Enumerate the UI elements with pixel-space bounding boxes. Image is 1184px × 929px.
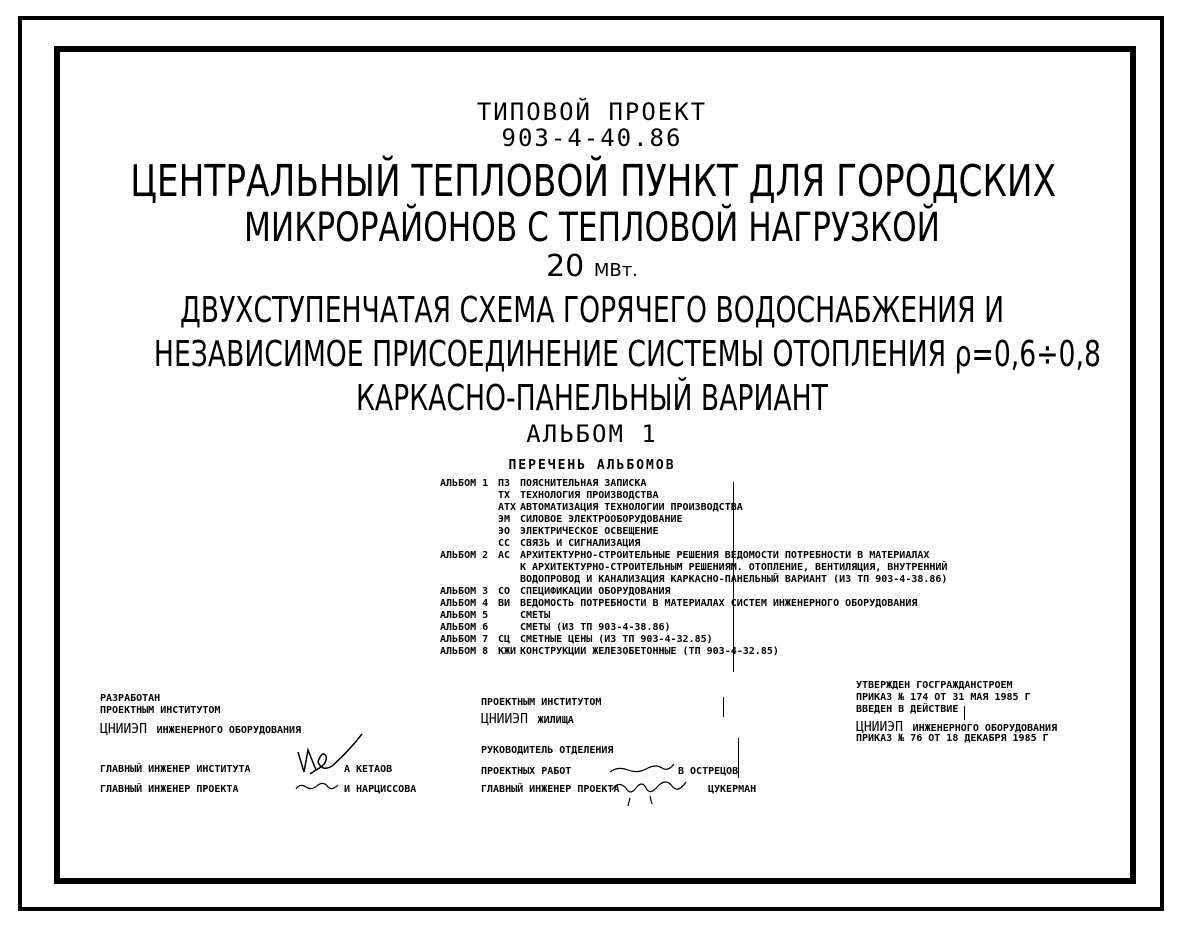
order2: ПРИКАЗ № 76 ОТ 18 ДЕКАБРЯ 1985 Г [856,733,1049,744]
album-number: АЛЬБОМ 1 [526,420,658,448]
album-row-album: АЛЬБОМ 5 [440,610,489,621]
album-row-code: ЭМ [498,514,511,525]
album-row [440,502,743,514]
approved-label: УТВЕРЖДЕН ГОСГРАЖДАНСТРОЕМ [856,680,1013,691]
album-row-album: АЛЬБОМ 8 [440,646,489,657]
project-number: 903-4-40.86 [501,124,683,152]
left-institute-desc: ИНЖЕНЕРНОГО ОБОРУДОВАНИЯ [156,725,302,736]
album-row [440,562,947,574]
album-row-code: СЦ [498,634,511,645]
works-label: ПРОЕКТНЫХ РАБОТ [481,766,572,777]
album-row-album: АЛЬБОМ 1 [440,478,489,489]
enacted-label: ВВЕДЕН В ДЕЙСТВИЕ [856,704,959,715]
type-label: ТИПОВОЙ ПРОЕКТ [476,98,708,126]
albums-divider [733,482,734,672]
album-row-text: К АРХИТЕКТУРНО-СТРОИТЕЛЬНЫМ РЕШЕНИЯМ. ОТОПЛЕНИЕ, ВЕНТИЛЯЦИЯ, ВНУТРЕННИЙ [520,562,948,573]
developed-label: РАЗРАБОТАН [100,693,161,704]
album-row [440,514,683,526]
album-row [440,586,671,598]
album-row [440,490,658,502]
album-row-text: АВТОМАТИЗАЦИЯ ТЕХНОЛОГИИ ПРОИЗВОДСТВА [520,502,743,513]
right-institute-desc: ИНЖЕНЕРНОГО ОБОРУДОВАНИЯ [912,723,1058,734]
album-row [440,478,646,490]
album-row-text: СИЛОВОЕ ЭЛЕКТРООБОРУДОВАНИЕ [520,514,683,525]
album-row-code: ТХ [498,490,511,501]
album-row [440,598,917,610]
album-row-text: СМЕТЫ [520,610,551,621]
mid-divider-1 [723,697,724,717]
left-institute-name: ЦНИИЭП [100,722,147,737]
mid-divider-2 [738,738,739,778]
power-unit: МВт. [593,260,638,281]
album-row [440,610,550,622]
mid-institute-name: ЦНИИЭП [481,712,528,727]
album-row-album: АЛЬБОМ 4 [440,598,489,609]
mid-chief-name: ЦУКЕРМАН [708,784,757,795]
album-row [440,538,640,550]
album-row [440,574,947,586]
album-row [440,646,779,658]
album-row-text: СВЯЗЬ И СИГНАЛИЗАЦИЯ [520,538,641,549]
left-institute [100,718,301,737]
album-row-text: СМЕТНЫЕ ЦЕНЫ (ИЗ ТП 903-4-32.85) [520,634,713,645]
chief-institute-name: А КЕТАОВ [344,764,393,775]
album-row-code: ЭО [498,526,511,537]
album-row [440,526,658,538]
title-line2: МИКРОРАЙОНОВ С ТЕПЛОВОЙ НАГРУЗКОЙ [243,205,941,251]
mid-institute-label: ПРОЕКТНЫМ ИНСТИТУТОМ [481,697,602,708]
album-row [440,634,713,646]
album-row-text: ВЕДОМОСТЬ ПОТРЕБНОСТИ В МАТЕРИАЛАХ СИСТЕМ ИНЖЕНЕРНОГО ОБОРУДОВАНИЯ [520,598,918,609]
album-row-text: СПЕЦИФИКАЦИИ ОБОРУДОВАНИЯ [520,586,671,597]
album-row-text: ЭЛЕКТРИЧЕСКОЕ ОСВЕЩЕНИЕ [520,526,659,537]
album-row-album: АЛЬБОМ 3 [440,586,489,597]
album-row-code: ПЗ [498,478,511,489]
right-institute-name: ЦНИИЭП [856,720,903,735]
signature-cukerman [0,0,1,1]
title-line1: ЦЕНТРАЛЬНЫЙ ТЕПЛОВОЙ ПУНКТ ДЛЯ ГОРОДСКИХ [130,156,1057,207]
power-value: 20 [546,249,585,284]
albums-list [440,478,1000,678]
album-row-code: КЖИ [498,646,517,657]
album-row-code: СО [498,586,511,597]
album-row-text: ПОЯСНИТЕЛЬНАЯ ЗАПИСКА [520,478,647,489]
album-row-text: КОНСТРУКЦИИ ЖЕЛЕЗОБЕТОННЫЕ (ТП 903-4-32.85) [520,646,779,657]
album-row-code: АТХ [498,502,517,513]
album-row [440,622,671,634]
album-row-text: ВОДОПРОВОД И КАНАЛИЗАЦИЯ КАРКАСНО-ПАНЕЛЬНЫЙ ВАРИАНТ (ИЗ ТП 903-4-38.86) [520,574,948,585]
subtitle-line1: ДВУХСТУПЕНЧАТАЯ СХЕМА ГОРЯЧЕГО ВОДОСНАБЖЕНИЯ И [179,290,1005,331]
mid-institute-desc: ЖИЛИЩА [537,715,574,726]
album-row-code: АС [498,550,511,561]
subtitle-line3: КАРКАСНО-ПАНЕЛЬНЫЙ ВАРИАНТ [356,378,828,419]
subtitle-line2: НЕЗАВИСИМОЕ ПРИСОЕДИНЕНИЕ СИСТЕМЫ ОТОПЛЕНИЯ ρ=0,6÷0,8 [153,334,1101,375]
album-row-code: СС [498,538,511,549]
mid-chief-label: ГЛАВНЫЙ ИНЖЕНЕР ПРОЕКТА [481,784,620,795]
head-name: В ОСТРЕЦОВ [678,766,739,777]
album-row-text: АРХИТЕКТУРНО-СТРОИТЕЛЬНЫЕ РЕШЕНИЯ ВЕДОМОСТИ ПОТРЕБНОСТИ В МАТЕРИАЛАХ [520,550,930,561]
order1: ПРИКАЗ № 174 ОТ 31 МАЯ 1985 Г [856,692,1031,703]
left-institute-label: ПРОЕКТНЫМ ИНСТИТУТОМ [100,705,221,716]
right-divider [964,706,965,720]
album-row-album: АЛЬБОМ 2 [440,550,489,561]
chief-institute-label: ГЛАВНЫЙ ИНЖЕНЕР ИНСТИТУТА [100,764,251,775]
album-row [440,550,929,562]
mid-institute [481,708,574,727]
album-row-text: СМЕТЫ (ИЗ ТП 903-4-38.86) [520,622,671,633]
head-label: РУКОВОДИТЕЛЬ ОТДЕЛЕНИЯ [481,745,614,756]
chief-project-name: И НАРЦИССОВА [344,784,417,795]
chief-project-label: ГЛАВНЫЙ ИНЖЕНЕР ПРОЕКТА [100,784,239,795]
album-row-album: АЛЬБОМ 7 [440,634,489,645]
album-row-album: АЛЬБОМ 6 [440,622,489,633]
album-row-text: ТЕХНОЛОГИЯ ПРОИЗВОДСТВА [520,490,659,501]
power [0,249,1184,284]
album-row-code: ВИ [498,598,511,609]
albums-list-title: ПЕРЕЧЕНЬ АЛЬБОМОВ [508,458,676,473]
